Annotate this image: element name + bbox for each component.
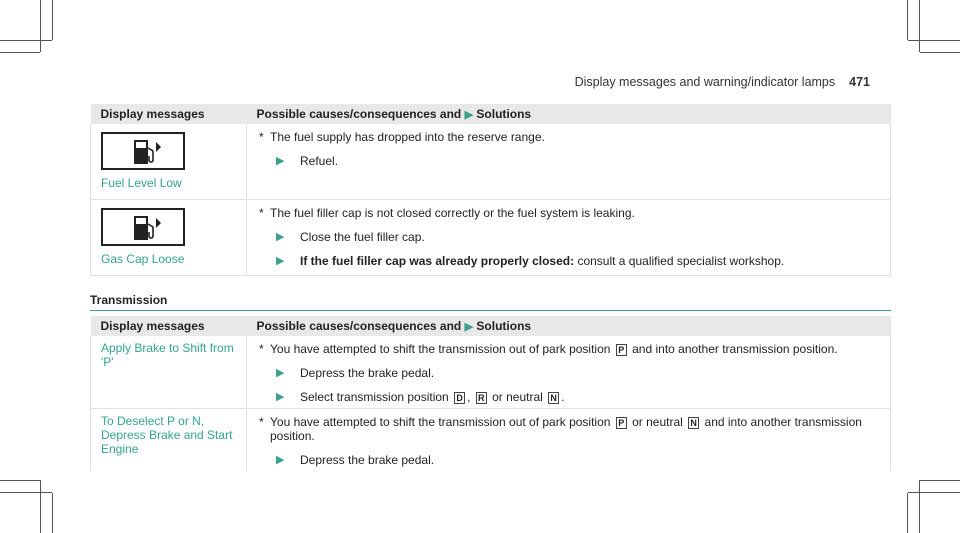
arrow-right-icon: ▶ xyxy=(276,391,285,403)
fuel-messages-table xyxy=(90,104,891,276)
crop-mark xyxy=(920,480,960,481)
message-text: Fuel Level Low xyxy=(101,176,182,190)
fuel-pump-icon xyxy=(101,132,185,170)
crop-mark xyxy=(0,52,40,53)
message-cell xyxy=(91,199,247,275)
page-number: 471 xyxy=(849,75,870,89)
table-row xyxy=(91,124,891,199)
arrow-right-icon: ▶ xyxy=(276,254,285,267)
table-row xyxy=(91,199,891,275)
arrow-right-icon: ▶ xyxy=(276,454,285,466)
crop-mark xyxy=(0,492,52,493)
crop-mark xyxy=(40,480,41,533)
crop-mark xyxy=(908,40,960,41)
column-header-causes: Possible causes/consequences and ▶ Solutions xyxy=(247,316,891,336)
cause-cell: * The fuel supply has dropped into the reserve range. ▶ Refuel. xyxy=(247,124,891,199)
fuel-pump-icon xyxy=(101,208,185,246)
crop-mark xyxy=(40,0,41,52)
page-header xyxy=(575,75,870,89)
crop-mark xyxy=(920,52,960,53)
crop-mark xyxy=(907,493,908,533)
header-title: Display messages and warning/indicator lamps xyxy=(574,75,836,89)
message-text: Gas Cap Loose xyxy=(101,251,185,266)
arrow-right-icon: ▶ xyxy=(464,321,474,333)
message-text: Apply Brake to Shift from 'P' xyxy=(101,341,234,369)
transmission-messages-table xyxy=(90,316,891,471)
neutral-key-icon: N xyxy=(688,417,699,429)
message-cell xyxy=(91,409,247,472)
column-header-causes: Possible causes/consequences and ▶ Solutions xyxy=(247,104,891,124)
crop-mark xyxy=(919,480,920,533)
message-cell xyxy=(91,336,247,409)
park-key-icon: P xyxy=(616,344,627,356)
column-header-messages: Display messages xyxy=(91,316,247,336)
crop-mark xyxy=(0,480,40,481)
arrow-right-icon: ▶ xyxy=(276,230,285,243)
crop-mark xyxy=(908,492,960,493)
cause-cell: * You have attempted to shift the transmission out of park position P and into another transmission position. ▶ Depress the brake pedal. ▶ Select transmission position D , R or neutral N . xyxy=(247,336,891,409)
table-row xyxy=(91,409,891,472)
arrow-right-icon: ▶ xyxy=(276,367,285,379)
neutral-key-icon: N xyxy=(548,392,559,404)
crop-mark xyxy=(0,40,52,41)
cause-cell: * You have attempted to shift the transmission out of park position P or neutral N and into another transmission position. ▶ Depress the brake pedal. xyxy=(247,409,891,472)
message-cell xyxy=(91,124,247,199)
arrow-right-icon: ▶ xyxy=(276,155,285,167)
crop-mark xyxy=(52,0,53,40)
crop-mark xyxy=(52,493,53,533)
cause-cell: * The fuel filler cap is not closed correctly or the fuel system is leaking. ▶ Close the fuel filler cap. ▶ If the fuel filler cap was already properly closed: consult a qualified specialist workshop. xyxy=(247,199,891,275)
arrow-right-icon: ▶ xyxy=(464,109,474,121)
crop-mark xyxy=(907,0,908,40)
column-header-messages: Display messages xyxy=(91,104,247,124)
message-text: To Deselect P or N, Depress Brake and Start Engine xyxy=(101,414,233,456)
reverse-key-icon: R xyxy=(476,392,487,404)
park-key-icon: P xyxy=(616,417,627,429)
drive-key-icon: D xyxy=(454,392,465,404)
section-title: Transmission xyxy=(90,293,891,311)
table-row xyxy=(91,336,891,409)
crop-mark xyxy=(919,0,920,52)
